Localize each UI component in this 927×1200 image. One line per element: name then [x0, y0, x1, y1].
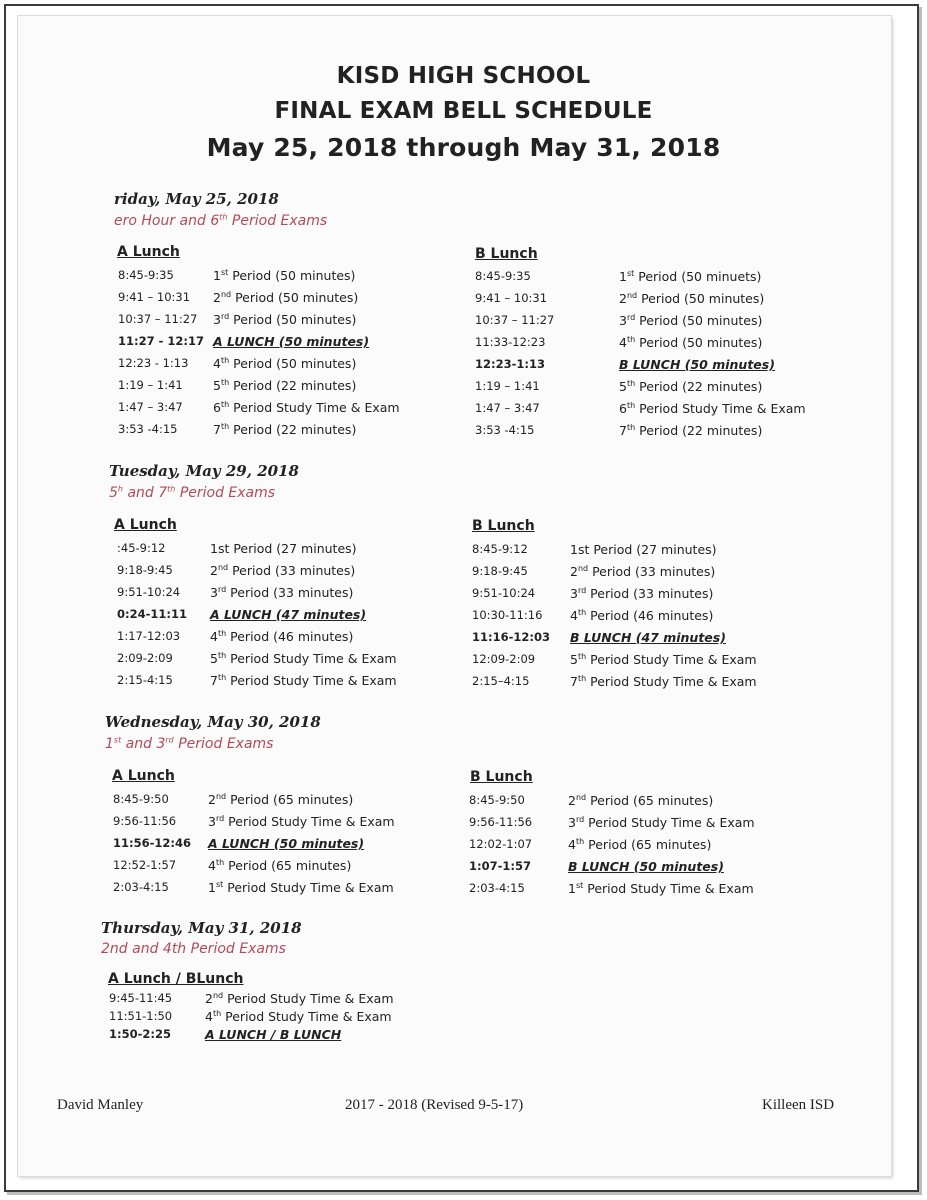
time-range: 3:53 -4:15: [475, 423, 535, 437]
time-range: 9:51-10:24: [117, 585, 181, 599]
period-description: [619, 357, 775, 372]
period-number: 7: [210, 673, 218, 688]
time-range: 11:16-12:03: [472, 630, 550, 644]
period-number: 5: [619, 379, 627, 394]
period-text: Period Study Time & Exam: [635, 401, 806, 416]
period-description: [205, 1009, 392, 1024]
period-description: [210, 673, 397, 688]
ordinal-suffix: st: [626, 268, 635, 278]
period-number: 4: [570, 608, 578, 623]
period-text: 1st Period (27 minutes): [210, 541, 357, 556]
period-text: A LUNCH (50 minutes): [213, 334, 370, 349]
time-range: 9:18-9:45: [472, 564, 528, 578]
time-range: 2:09-2:09: [117, 651, 173, 665]
period-description: [210, 585, 353, 600]
period-number: 6: [213, 400, 221, 415]
period-text: B LUNCH (47 minutes): [570, 630, 726, 645]
period-description: [619, 379, 762, 394]
period-text: Period (22 minutes): [229, 378, 357, 393]
ordinal-suffix: th: [220, 355, 230, 365]
period-text: A LUNCH (47 minutes): [210, 607, 367, 622]
time-range: 12:09-2:09: [472, 652, 536, 666]
period-text: Period (33 minutes): [226, 585, 354, 600]
a-lunch-heading-tuesday: A Lunch: [114, 517, 177, 533]
ordinal-suffix: th: [220, 377, 230, 387]
period-text: Period Study Time & Exam: [226, 651, 397, 666]
period-description: [210, 651, 397, 666]
period-description: [208, 814, 395, 829]
period-number: 1: [213, 268, 221, 283]
period-description: [210, 541, 357, 556]
period-number: 5: [213, 378, 221, 393]
period-description: [213, 422, 356, 437]
period-description: [570, 542, 717, 557]
period-description: [213, 334, 369, 349]
ordinal-suffix: rd: [626, 312, 636, 322]
time-range: 2:03-4:15: [469, 881, 525, 895]
time-range: 1:50-2:25: [109, 1027, 171, 1041]
day-title-friday: riday, May 25, 2018: [114, 190, 279, 208]
time-range: 8:45-9:50: [469, 793, 525, 807]
period-text: Period Study Time & Exam: [224, 814, 395, 829]
time-range: 9:18-9:45: [117, 563, 173, 577]
ordinal-suffix: nd: [575, 792, 587, 802]
period-text: Period Study Time & Exam: [586, 674, 757, 689]
time-range: 11:56-12:46: [113, 836, 191, 850]
period-description: [619, 335, 762, 350]
period-description: [210, 563, 355, 578]
period-description: [568, 793, 713, 808]
period-description: [205, 991, 394, 1006]
period-number: 6: [619, 401, 627, 416]
period-text: Period (46 minutes): [226, 629, 354, 644]
time-range: 12:02-1:07: [469, 837, 533, 851]
period-description: [568, 859, 724, 874]
period-text: Period Study Time & Exam: [583, 881, 754, 896]
period-description: [619, 269, 761, 284]
period-text: Period (50 minutes): [231, 290, 359, 305]
time-range: 1:07-1:57: [469, 859, 531, 873]
period-text: B LUNCH (50 minutes): [619, 357, 775, 372]
ordinal-suffix: rd: [577, 585, 587, 595]
day-subtitle-friday: ero Hour and 6th Period Exams: [114, 212, 328, 229]
ordinal-suffix: th: [220, 399, 230, 409]
period-text: Period (65 minutes): [584, 837, 712, 852]
period-description: [570, 652, 757, 667]
period-description: [213, 312, 356, 327]
period-text: Period (33 minutes): [588, 564, 716, 579]
period-text: Period (50 minutes): [229, 312, 357, 327]
time-range: 8:45-9:35: [118, 268, 174, 282]
period-description: [213, 268, 355, 283]
time-range: 10:37 – 11:27: [475, 313, 555, 327]
period-number: 2: [570, 564, 578, 579]
period-description: [208, 880, 394, 895]
time-range: 8:45-9:35: [475, 269, 531, 283]
period-text: Period (65 minutes): [226, 792, 354, 807]
period-text: A LUNCH / B LUNCH: [205, 1027, 342, 1042]
ordinal-suffix: th: [577, 607, 587, 617]
period-text: Period Study Time & Exam: [223, 880, 394, 895]
ordinal-suffix: th: [220, 421, 230, 431]
time-range: 0:24-11:11: [117, 607, 187, 621]
period-description: [208, 792, 353, 807]
time-range: 2:03-4:15: [113, 880, 169, 894]
period-description: [210, 607, 366, 622]
a-b-lunch-heading-thursday: A Lunch / BLunch: [108, 971, 244, 987]
time-range: 8:45-9:12: [472, 542, 528, 556]
time-range: 2:15–4:15: [472, 674, 530, 688]
ordinal-suffix: nd: [215, 791, 227, 801]
period-text: Period (50 minutes): [637, 291, 765, 306]
period-description: [210, 629, 353, 644]
ordinal-suffix: st: [220, 267, 229, 277]
day-title-wednesday: Wednesday, May 30, 2018: [105, 713, 321, 731]
period-text: A LUNCH (50 minutes): [208, 836, 365, 851]
time-range: 11:33-12:23: [475, 335, 546, 349]
time-range: 11:51-1:50: [109, 1009, 173, 1023]
time-range: 10:37 – 11:27: [118, 312, 198, 326]
period-description: [205, 1027, 341, 1042]
period-number: 1: [619, 269, 627, 284]
ordinal-suffix: nd: [220, 289, 232, 299]
footer-district: Killeen ISD: [762, 1097, 835, 1113]
ordinal-suffix: nd: [577, 563, 589, 573]
b-lunch-heading-friday: B Lunch: [475, 246, 538, 262]
ordinal-suffix: th: [626, 400, 636, 410]
period-description: [213, 356, 356, 371]
time-range: 12:23-1:13: [475, 357, 545, 371]
time-range: 2:15-4:15: [117, 673, 173, 687]
period-number: 3: [208, 814, 216, 829]
a-lunch-heading-friday: A Lunch: [117, 244, 180, 260]
ordinal-suffix: th: [626, 378, 636, 388]
period-number: 7: [213, 422, 221, 437]
ordinal-suffix: th: [577, 673, 587, 683]
time-range: 1:17-12:03: [117, 629, 181, 643]
time-range: :45-9:12: [117, 541, 166, 555]
time-range: 9:51-10:24: [472, 586, 536, 600]
period-number: 2: [208, 792, 216, 807]
period-number: 3: [568, 815, 576, 830]
ordinal-suffix: th: [217, 650, 227, 660]
time-range: 8:45-9:50: [113, 792, 169, 806]
time-range: 9:45-11:45: [109, 991, 173, 1005]
period-text: Period (22 minutes): [229, 422, 357, 437]
period-number: 5: [210, 651, 218, 666]
period-description: [570, 630, 726, 645]
time-range: 12:23 - 1:13: [118, 356, 189, 370]
time-range: 3:53 -4:15: [118, 422, 178, 436]
period-description: [213, 400, 400, 415]
period-text: Period (33 minutes): [586, 586, 714, 601]
time-range: 1:19 – 1:41: [118, 378, 183, 392]
time-range: 10:30-11:16: [472, 608, 543, 622]
period-number: 2: [210, 563, 218, 578]
period-number: 2: [568, 793, 576, 808]
ordinal-suffix: th: [217, 628, 227, 638]
period-number: 4: [213, 356, 221, 371]
period-text: Period Study Time & Exam: [223, 991, 394, 1006]
ordinal-suffix: th: [626, 422, 636, 432]
period-text: Period (22 minutes): [635, 379, 763, 394]
period-number: 1: [568, 881, 576, 896]
period-text: Period (65 minutes): [586, 793, 714, 808]
period-text: Period Study Time & Exam: [586, 652, 757, 667]
period-description: [568, 881, 754, 896]
period-number: 4: [619, 335, 627, 350]
period-description: [619, 313, 762, 328]
ordinal-suffix: th: [626, 334, 636, 344]
ordinal-suffix: th: [212, 1008, 222, 1018]
schedule-title: FINAL EXAM BELL SCHEDULE: [274, 98, 653, 124]
ordinal-suffix: nd: [212, 990, 224, 1000]
period-number: 7: [619, 423, 627, 438]
period-text: Period Study Time & Exam: [584, 815, 755, 830]
period-text: B LUNCH (50 minutes): [568, 859, 724, 874]
time-range: 9:41 – 10:31: [475, 291, 548, 305]
period-description: [568, 837, 711, 852]
period-text: Period (50 minutes): [635, 335, 763, 350]
period-number: 3: [619, 313, 627, 328]
day-subtitle-thursday: 2nd and 4th Period Exams: [101, 941, 286, 957]
period-number: 3: [213, 312, 221, 327]
period-description: [619, 291, 764, 306]
date-range-title: May 25, 2018 through May 31, 2018: [206, 133, 721, 162]
period-description: [619, 401, 806, 416]
ordinal-suffix: rd: [215, 813, 225, 823]
period-number: 2: [205, 991, 213, 1006]
period-description: [570, 564, 715, 579]
day-subtitle-wednesday: 1st and 3rd Period Exams: [105, 735, 274, 752]
day-subtitle-tuesday: 5$^h$ and 7th Period Exams: [109, 484, 276, 501]
period-text: Period (65 minutes): [224, 858, 352, 873]
b-lunch-heading-tuesday: B Lunch: [472, 518, 535, 534]
period-description: [570, 608, 713, 623]
time-range: 9:56-11:56: [113, 814, 177, 828]
time-range: 9:56-11:56: [469, 815, 533, 829]
ordinal-suffix: nd: [217, 562, 229, 572]
period-text: Period (50 minutes): [635, 313, 763, 328]
period-number: 7: [570, 674, 578, 689]
period-text: Period (46 minutes): [586, 608, 714, 623]
period-text: Period Study Time & Exam: [226, 673, 397, 688]
day-title-thursday: Thursday, May 31, 2018: [101, 919, 302, 937]
period-text: Period Study Time & Exam: [221, 1009, 392, 1024]
period-text: Period (50 minutes): [228, 268, 356, 283]
school-title: KISD HIGH SCHOOL: [336, 63, 591, 89]
footer-year-revision: 2017 - 2018 (Revised 9-5-17): [345, 1097, 524, 1113]
time-range: 1:47 – 3:47: [475, 401, 540, 415]
period-text: Period (50 minuets): [634, 269, 762, 284]
period-text: Period (33 minutes): [228, 563, 356, 578]
period-text: Period Study Time & Exam: [229, 400, 400, 415]
ordinal-suffix: th: [575, 836, 585, 846]
period-number: 2: [619, 291, 627, 306]
time-range: 11:27 - 12:17: [118, 334, 204, 348]
ordinal-suffix: th: [577, 651, 587, 661]
time-range: 1:19 – 1:41: [475, 379, 540, 393]
period-number: 1: [208, 880, 216, 895]
period-description: [208, 836, 364, 851]
period-description: [208, 858, 351, 873]
period-number: 4: [568, 837, 576, 852]
period-text: Period (22 minutes): [635, 423, 763, 438]
period-description: [570, 674, 757, 689]
period-number: 4: [205, 1009, 213, 1024]
period-description: [568, 815, 755, 830]
period-description: [570, 586, 713, 601]
period-number: 5: [570, 652, 578, 667]
period-number: 3: [570, 586, 578, 601]
time-range: 9:41 – 10:31: [118, 290, 191, 304]
ordinal-suffix: st: [575, 880, 584, 890]
period-description: [619, 423, 762, 438]
day-title-tuesday: Tuesday, May 29, 2018: [109, 462, 299, 480]
time-range: 12:52-1:57: [113, 858, 177, 872]
ordinal-suffix: st: [215, 879, 224, 889]
ordinal-suffix: th: [217, 672, 227, 682]
ordinal-suffix: nd: [626, 290, 638, 300]
b-lunch-heading-wednesday: B Lunch: [470, 769, 533, 785]
period-description: [213, 378, 356, 393]
time-range: 1:47 – 3:47: [118, 400, 183, 414]
a-lunch-heading-wednesday: A Lunch: [112, 768, 175, 784]
footer-author: David Manley: [57, 1097, 144, 1113]
period-text: Period (50 minutes): [229, 356, 357, 371]
ordinal-suffix: rd: [575, 814, 585, 824]
ordinal-suffix: th: [215, 857, 225, 867]
period-number: 2: [213, 290, 221, 305]
period-number: 4: [210, 629, 218, 644]
period-description: [213, 290, 358, 305]
ordinal-suffix: rd: [220, 311, 230, 321]
period-text: 1st Period (27 minutes): [570, 542, 717, 557]
period-number: 4: [208, 858, 216, 873]
ordinal-suffix: rd: [217, 584, 227, 594]
period-number: 3: [210, 585, 218, 600]
